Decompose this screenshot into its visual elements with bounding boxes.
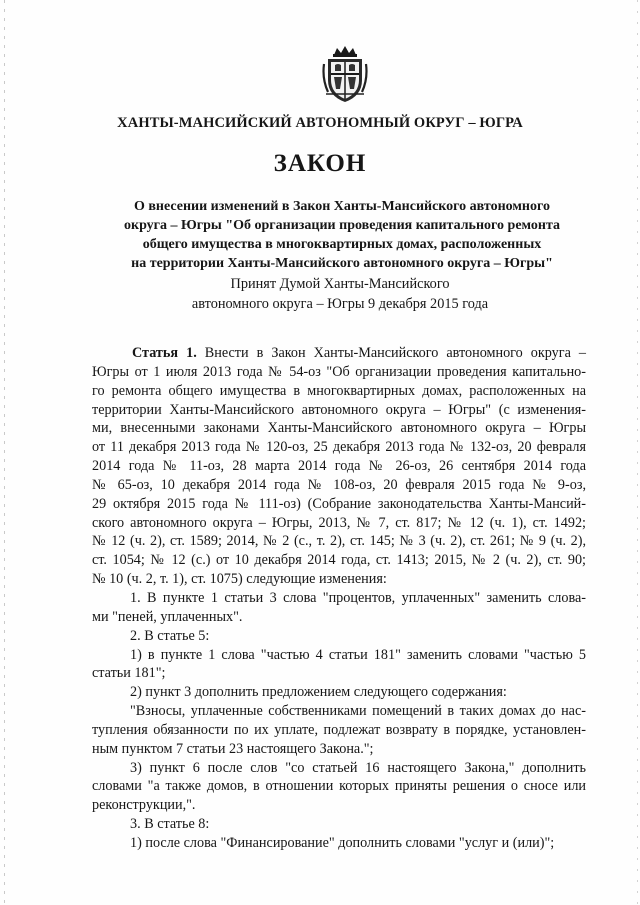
amendment-line: ми "пеней, уплаченных". [92, 608, 243, 625]
region-name: ХАНТЫ-МАНСИЙСКИЙ АВТОНОМНЫЙ ОКРУГ – ЮГРА [117, 115, 523, 131]
document-type: ЗАКОН [273, 150, 367, 177]
amendment-line: 2. В статье 5: [130, 627, 210, 644]
amendment-line: 1) после слова "Финансирование" дополнить словами "услуг и (или)"; [130, 834, 555, 851]
amendment-line: 2) пункт 3 дополнить предложением следующего содержания: [130, 684, 507, 701]
amendment-line: "Взносы, уплаченные собственниками помещений в таких домах до нас- [130, 703, 586, 720]
article-line: Югры от 1 июля 2013 года № 54-оз "Об организации проведения капитально- [92, 363, 586, 380]
law-title-line: на территории Ханты-Мансийского автономного округа – Югры" [131, 256, 553, 271]
article-line: ми, внесенными законами Ханты-Мансийского автономного округа – Югры [92, 420, 586, 437]
amendment-line: 1. В пункте 1 статьи 3 слова "процентов, уплаченных" заменить слова- [130, 589, 586, 606]
amendment-line: тупления обязанности по их уплате, подлежат возврату в порядке, установлен- [92, 721, 586, 738]
amendment-line: статьи 181"; [92, 665, 166, 682]
law-title-line: общего имущества в многоквартирных домах, расположенных [142, 237, 542, 252]
amendment-line: словами "а также домов, в отношении которых приняты решения о сносе или [92, 778, 586, 795]
amendment-line: 3) пункт 6 после слов "со статьей 16 настоящего Закона," дополнить [130, 759, 586, 776]
article-line: 29 октября 2015 года № 111-оз) (Собрание законодательства Ханты-Мансий- [92, 495, 586, 512]
article-line: 2014 года № 11-оз, 28 марта 2014 года № 26-оз, 26 сентября 2014 года [92, 458, 586, 475]
article-line: от 11 декабря 2013 года № 120-оз, 25 декабря 2013 года № 132-оз, 20 февраля [92, 439, 586, 456]
scan-edge-left [4, 0, 5, 905]
amendment-line: 3. В статье 8: [130, 816, 210, 833]
article-line: № 10 (ч. 2, т. 1), ст. 1075) следующие изменения: [92, 571, 387, 588]
article-body [92, 344, 586, 853]
amendment-line: реконструкции,". [92, 797, 196, 814]
adoption-line: автономного округа – Югры 9 декабря 2015 года [191, 295, 489, 312]
coat-of-arms-icon [322, 44, 368, 104]
amendment-line: ным пунктом 7 статьи 23 настоящего Закона."; [92, 740, 374, 757]
law-title-line: округа – Югры "Об организации проведения капитального ремонта [124, 218, 560, 233]
adoption-note [140, 275, 540, 314]
article-line: го ремонта общего имущества в многоквартирных домах, расположенных на [92, 382, 586, 399]
article-line: № 12 (ч. 2), ст. 1589; 2014, № 2 (с., т. 2), ст. 145; № 3 (ч. 2), ст. 261; № 9 (ч. 2), [92, 533, 586, 550]
article-first-line-text: Внести в Закон Ханты-Мансийского автономного округа – [196, 345, 586, 361]
scan-edge-right [637, 0, 638, 905]
law-title-line: О внесении изменений в Закон Ханты-Мансийского автономного [133, 199, 550, 214]
law-title [88, 197, 596, 273]
article-line: ст. 1054; № 12 (с.) от 10 декабря 2014 года, ст. 1413; 2015, № 2 (ч. 2), ст. 90; [92, 552, 586, 569]
article-line: № 65-оз, 10 декабря 2014 года № 108-оз, 20 февраля 2015 года № 9-оз, [92, 476, 586, 493]
article-line: территории Ханты-Мансийского автономного округа – Югры" (с изменения- [92, 401, 586, 418]
article-label: Статья 1. [132, 345, 197, 361]
article-first-line [92, 344, 586, 363]
amendment-line: 1) в пункте 1 слова "частью 4 статьи 181" заменить словами "частью 5 [130, 646, 586, 663]
amendment-items [92, 589, 586, 853]
adoption-line: Принят Думой Ханты-Мансийского [230, 276, 450, 292]
article-line: ского автономного округа – Югры, 2013, № 7, ст. 817; № 12 (ч. 1), ст. 1492; [92, 514, 586, 531]
